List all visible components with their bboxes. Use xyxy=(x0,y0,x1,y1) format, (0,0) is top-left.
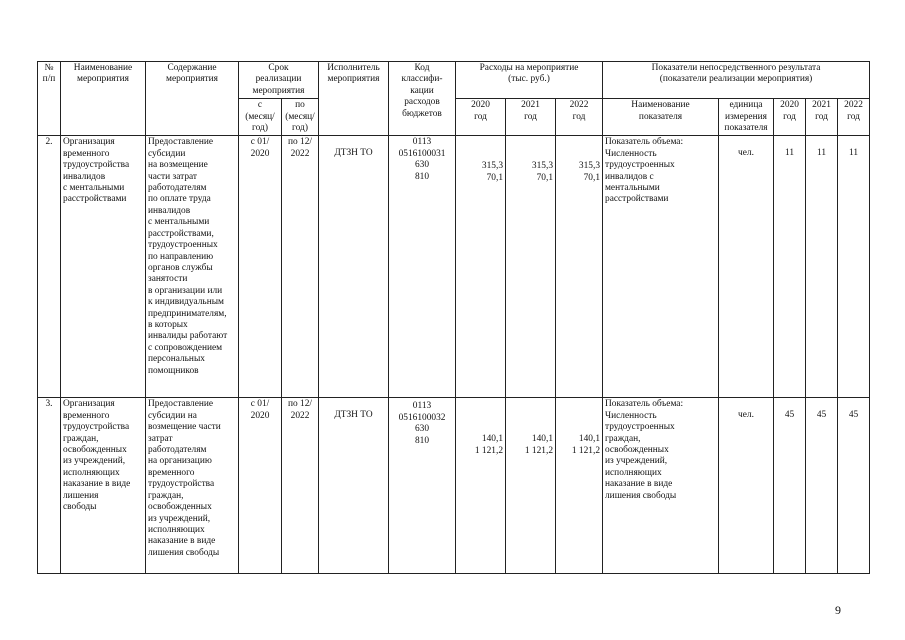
header-ind-2021: 2021 год xyxy=(806,99,838,136)
header-content: Содержание мероприятия xyxy=(146,62,239,136)
header-ind-unit: единица измерения показателя xyxy=(719,99,774,136)
row-name: Организация временного трудоустройства граждан, освобожденных из учреждений, исполняющих наказание в виде лишения свободы xyxy=(61,398,146,574)
row-executor: ДТЗН ТО xyxy=(319,398,389,574)
header-term-from: с (месяц/ год) xyxy=(239,99,282,136)
row-exp-2022: 140,1 1 121,2 xyxy=(556,398,603,574)
row-ind-name: Показатель объема: Численность трудоустроенных граждан, освобожденных из учреждений, исполняющих наказание в виде лишения свободы xyxy=(603,398,719,574)
header-expenses: Расходы на мероприятие (тыс. руб.) xyxy=(456,62,603,99)
row-ind-name: Показатель объема: Численность трудоустроенных инвалидов с ментальными расстройствами xyxy=(603,136,719,398)
row-content: Предоставление субсидии на возмещение части затрат работодателям на организацию временного трудоустройства граждан, освобожденных из учреждений, исполняющих наказание в виде лишения свободы xyxy=(146,398,239,574)
header-ind-name: Наименование показателя xyxy=(603,99,719,136)
row-ind-2021: 11 xyxy=(806,136,838,398)
row-ind-unit: чел. xyxy=(719,136,774,398)
row-code: 0113 0516100031 630 810 xyxy=(389,136,456,398)
row-ind-2020: 45 xyxy=(774,398,806,574)
page-number: 9 xyxy=(835,603,841,617)
header-name: Наименование мероприятия xyxy=(61,62,146,136)
row-executor: ДТЗН ТО xyxy=(319,136,389,398)
header-executor: Исполнитель мероприятия xyxy=(319,62,389,136)
row-code: 0113 0516100032 630 810 xyxy=(389,398,456,574)
header-term: Срок реализации мероприятия xyxy=(239,62,319,99)
header-ind-2022: 2022 год xyxy=(838,99,870,136)
header-exp-2022: 2022 год xyxy=(556,99,603,136)
row-exp-2022: 315,3 70,1 xyxy=(556,136,603,398)
row-ind-2020: 11 xyxy=(774,136,806,398)
table-row xyxy=(38,398,870,574)
row-ind-2022: 11 xyxy=(838,136,870,398)
row-from: с 01/ 2020 xyxy=(239,136,282,398)
table-row xyxy=(38,136,870,398)
row-exp-2021: 140,1 1 121,2 xyxy=(506,398,556,574)
header-num: № п/п xyxy=(38,62,61,136)
row-name: Организация временного трудоустройства инвалидов с ментальными расстройствами xyxy=(61,136,146,398)
row-exp-2021: 315,3 70,1 xyxy=(506,136,556,398)
header-code: Код классифи- кации расходов бюджетов xyxy=(389,62,456,136)
row-to: по 12/ 2022 xyxy=(282,398,319,574)
row-ind-unit: чел. xyxy=(719,398,774,574)
row-from: с 01/ 2020 xyxy=(239,398,282,574)
row-exp-2020: 315,3 70,1 xyxy=(456,136,506,398)
events-table xyxy=(37,61,870,574)
row-exp-2020: 140,1 1 121,2 xyxy=(456,398,506,574)
header-exp-2020: 2020 год xyxy=(456,99,506,136)
row-ind-2022: 45 xyxy=(838,398,870,574)
header-term-to: по (месяц/ год) xyxy=(282,99,319,136)
row-num: 3. xyxy=(38,398,61,574)
row-content: Предоставление субсидии на возмещение части затрат работодателям по оплате труда инвалидов с ментальными расстройствами, трудоустроенных по направлению органов службы занятости в организации или к индивидуальным предпринимателям, в которых инвалиды работают с сопровождением персональных помощников xyxy=(146,136,239,398)
row-num: 2. xyxy=(38,136,61,398)
row-ind-2021: 45 xyxy=(806,398,838,574)
header-ind-2020: 2020 год xyxy=(774,99,806,136)
row-to: по 12/ 2022 xyxy=(282,136,319,398)
header-exp-2021: 2021 год xyxy=(506,99,556,136)
header-indicators: Показатели непосредственного результата (показатели реализации мероприятия) xyxy=(603,62,870,99)
